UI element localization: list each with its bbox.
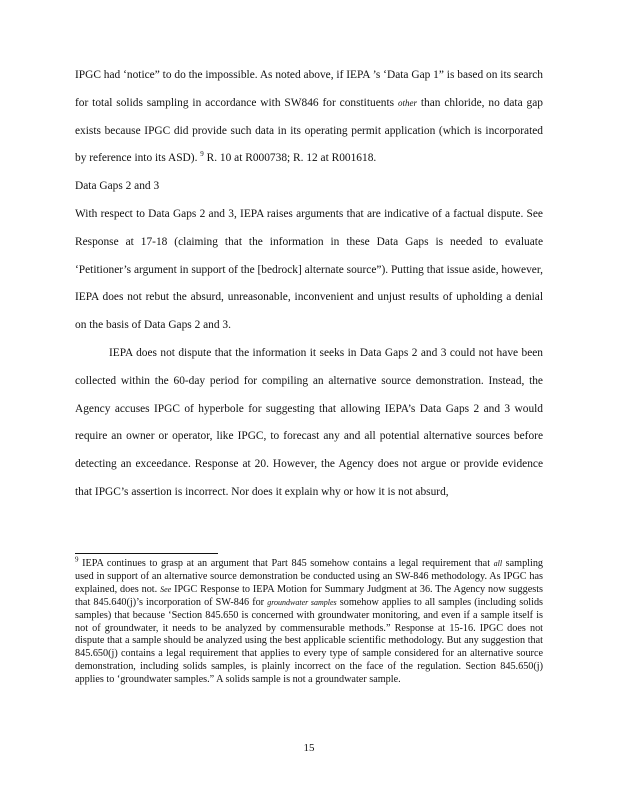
footnote-text: IPGC Response to IEPA Motion for Summary Judgment at 36. The Agency now suggests that 845.640(j)’s incorporation of SW-846 for <box>75 583 543 608</box>
footnote-text: somehow applies to all samples (including solids samples) that because ‘Section 845.650 is concerned with groundwater monitoring, and even if a sample itself is not of groundwater, it needs to be analyzed by commensurable methods.” Response at 15-16. IPGC does not dispute that a sample should be analyzed using the best applicable scientific methodology. But any suggestion that 845.650(j) contains a legal requirement that applies to every type of sample considered for an alternative source demonstration, including solids samples, is plainly incorrect on the face of the regulation. Section 845.650(j) applies to ‘groundwater samples.” A solids sample is not a groundwater sample. <box>75 596 544 686</box>
page-number: 15 <box>303 742 315 754</box>
footnote-reference[interactable]: 9 <box>200 150 204 159</box>
footnote-separator <box>75 553 218 554</box>
footnote-text: sampling used in support of an alternative source demonstration be conducted using an SW-846 methodology. As IPGC has explained, does not. <box>75 558 544 595</box>
paragraph-data-gap-1 <box>75 62 543 173</box>
footnote-number: 9 <box>75 555 79 564</box>
paragraph-text: IPGC had ‘notice” to do the impossible. As noted above, if IEPA ’s ‘Data Gap 1” is based on its search for total solids sampling in accordance with SW846 for constituents <box>75 69 543 109</box>
italic-see: See <box>160 584 172 594</box>
body-text <box>75 62 543 507</box>
record-citation: R. 10 at R000738; R. 12 at R001618. <box>206 152 377 165</box>
italic-groundwater-samples: groundwater samples <box>267 597 337 607</box>
paragraph-data-gaps-2-3: With respect to Data Gaps 2 and 3, IEPA raises arguments that are indicative of a factual dispute. See Response at 17-18 (claiming that the information in these Data Gaps is needed to evaluate ‘Petitioner’s argument in support of the [bedrock] alternate source”). Putting that issue aside, however, IEPA does not rebut the absurd, unreasonable, inconvenient and unjust results of upholding a denial on the basis of Data Gaps 2 and 3. <box>75 207 543 332</box>
paragraph-text: than chloride, no data gap exists because IPGC did provide such data in its operating permit application (which is incorporated by reference into its ASD). <box>75 96 543 165</box>
footnote-9 <box>75 555 544 687</box>
italic-other: other <box>397 97 417 108</box>
paragraph-iepa-does-not-dispute: IEPA does not dispute that the information it seeks in Data Gaps 2 and 3 could not have been collected within the 60-day period for compiling an alternative source demonstration. Instead, the Agency accuses IPGC of hyperbole for suggesting that allowing IEPA’s Data Gaps 2 and 3 would require an owner or operator, like IPGC, to forecast any and all potential alternative sources before detecting an exceedance. Response at 20. However, the Agency does not argue or provide evidence that IPGC’s assertion is incorrect. Nor does it explain why or how it is not absurd, <box>75 346 543 498</box>
section-heading: Data Gaps 2 and 3 <box>75 180 160 193</box>
italic-all: all <box>493 559 503 568</box>
footnote-text: IEPA continues to grasp at an argument that Part 845 somehow contains a legal requirement that <box>82 558 491 569</box>
